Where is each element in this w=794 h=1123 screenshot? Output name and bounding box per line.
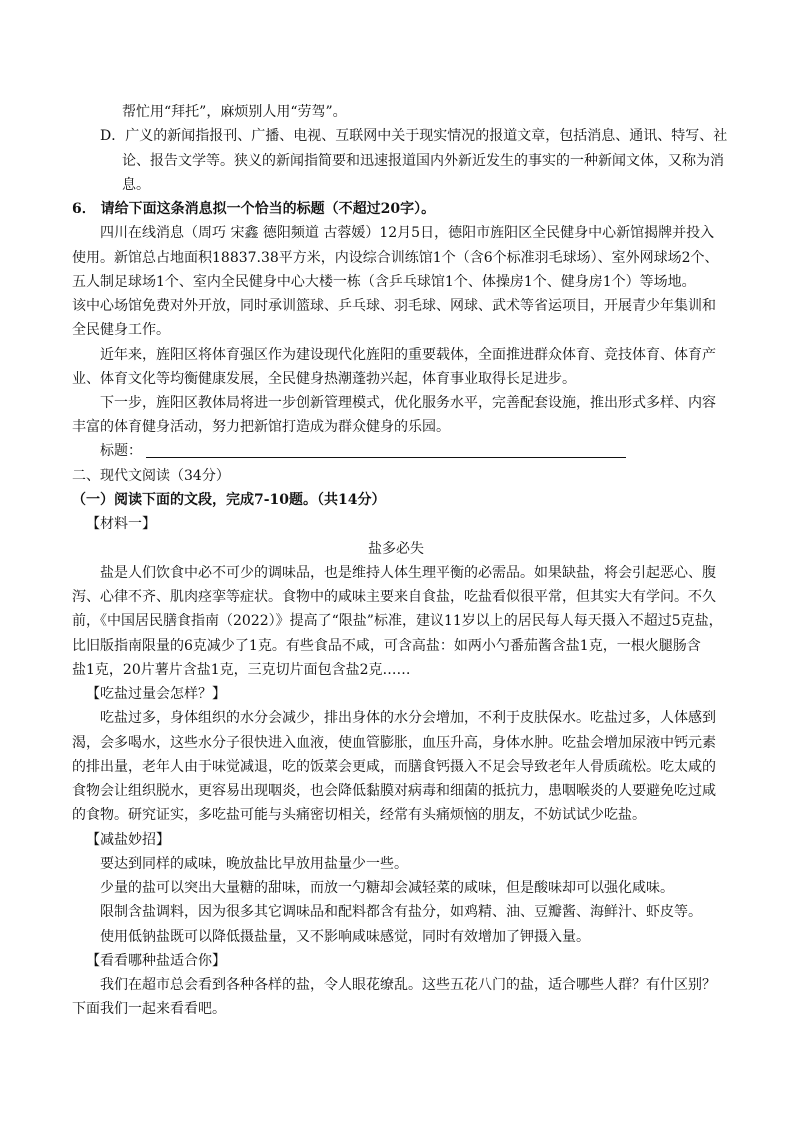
article-paragraph-1-line-4: 比旧版指南限量的6克减少了1克。有些食品不咸，可含高盐：如两小勺番茄酱含盐1克，一根火腿肠含	[72, 638, 701, 654]
too-much-salt-line-4: 食物会让组织脱水，更容易出现咽炎，也会降低黏膜对病毒和细菌的抵抗力，患咽喉炎的人要避免吃过咸	[72, 783, 716, 799]
section-heading: 二、现代文阅读（34分）	[72, 468, 230, 484]
heading-too-much-salt: 【吃盐过量会怎样？】	[86, 686, 226, 702]
heading-which-salt: 【看看哪种盐适合你】	[86, 953, 226, 969]
news-paragraph-2-line-2: 业、体育文化等均衡健康发展，全民健身热潮蓬勃兴起，体育事业取得长足进步。	[72, 371, 576, 387]
too-much-salt-line-5: 的食物。研究证实，多吃盐可能与头痛密切相关，经常有头痛烦恼的朋友，不妨试试少吃盐。	[72, 807, 646, 823]
which-salt-line-1: 我们在超市总会看到各种各样的盐，令人眼花缭乱。这些五花八门的盐，适合哪些人群？有什区别？	[100, 977, 716, 993]
material-one-label: 【材料一】	[86, 516, 156, 532]
option-c-continuation: 帮忙用“拜托”，麻烦别人用“劳驾”。	[122, 104, 347, 120]
news-paragraph-1-line-5: 全民健身工作。	[72, 322, 170, 338]
which-salt-line-2: 下面我们一起来看看吧。	[72, 1001, 226, 1017]
news-paragraph-1-line-3: 五人制足球场1个、室内全民健身中心大楼一栋（含乒乓球馆1个、体操房1个、健身房1个）等场地。	[72, 274, 696, 290]
salt-tip-2: 少量的盐可以突出大量糖的甜味，而放一勺糖却会减轻菜的咸味，但是酸味却可以强化咸味。	[100, 880, 674, 896]
subsection-heading: （一）阅读下面的文段，完成7-10题。（共14分）	[72, 492, 386, 508]
too-much-salt-line-1: 吃盐过多，身体组织的水分会减少，排出身体的水分会增加，不利于皮肤保水。吃盐过多，人体感到	[100, 710, 716, 726]
news-paragraph-1-line-2: 使用。新馆总占地面积18837.38平方米，内设综合训练馆1个（含6个标准羽毛球场）、室外网球场2个、	[72, 250, 719, 266]
salt-tip-4: 使用低钠盐既可以降低摄盐量，又不影响咸味感觉，同时有效增加了钾摄入量。	[100, 929, 590, 945]
title-label: 标题：	[100, 443, 142, 459]
option-d-line-1: D．广义的新闻指报刊、广播、电视、互联网中关于现实情况的报道文章，包括消息、通讯、特写、社	[100, 128, 728, 144]
news-paragraph-3-line-2: 丰富的体育健身活动，努力把新馆打造成为群众健身的乐园。	[72, 419, 450, 435]
title-answer-blank[interactable]	[146, 457, 626, 458]
salt-tip-1: 要达到同样的咸味，晚放盐比早放用盐量少一些。	[100, 856, 408, 872]
question-6-prompt: 6． 请给下面这条消息拟一个恰当的标题（不超过20字）。	[72, 201, 436, 217]
article-paragraph-1-line-5: 盐1克，20片薯片含盐1克，三克切片面包含盐2克……	[72, 662, 411, 678]
too-much-salt-line-3: 的排出量，老年人由于味觉减退，吃的饭菜会更咸，而膳食钙摄入不足会导致老年人骨质疏松。吃太咸的	[72, 759, 716, 775]
article-paragraph-1-line-2: 泻、心律不齐、肌肉痉挛等症状。食物中的咸味主要来自食盐，吃盐看似很平常，但其实大有学问。不久	[72, 589, 716, 605]
article-paragraph-1-line-1: 盐是人们饮食中必不可少的调味品，也是维持人体生理平衡的必需品。如果缺盐，将会引起恶心、腹	[100, 565, 716, 581]
heading-salt-tips: 【减盐妙招】	[86, 832, 170, 848]
article-title: 盐多必失	[368, 541, 424, 557]
article-paragraph-1-line-3: 前，《中国居民膳食指南（2022）》提高了“限盐”标准，建议11岁以上的居民每人每天摄入不超过5克盐，	[72, 613, 723, 629]
news-paragraph-1-line-4: 该中心场馆免费对外开放，同时承训篮球、乒乓球、羽毛球、网球、武术等省运项目，开展青少年集训和	[72, 298, 716, 314]
news-paragraph-1-line-1: 四川在线消息（周巧 宋鑫 德阳频道 古蓉媛）12月5日，德阳市旌阳区全民健身中心新馆揭牌并投入	[100, 225, 715, 241]
option-d-line-2: 论、报告文学等。狭义的新闻指简要和迅速报道国内外新近发生的事实的一种新闻文体，又称为消	[122, 153, 724, 169]
option-d-line-3: 息。	[122, 177, 150, 193]
news-paragraph-3-line-1: 下一步，旌阳区教体局将进一步创新管理模式，优化服务水平，完善配套设施，推出形式多样、内容	[100, 395, 716, 411]
salt-tip-3: 限制含盐调料，因为很多其它调味品和配料都含有盐分，如鸡精、油、豆瓣酱、海鲜汁、虾皮等。	[100, 904, 702, 920]
news-paragraph-2-line-1: 近年来，旌阳区将体育强区作为建设现代化旌阳的重要载体，全面推进群众体育、竞技体育、体育产	[100, 347, 716, 363]
too-much-salt-line-2: 渴，会多喝水，这些水分子很快进入血液，使血管膨胀，血压升高，身体水肿。吃盐会增加尿液中钙元素	[72, 735, 716, 751]
